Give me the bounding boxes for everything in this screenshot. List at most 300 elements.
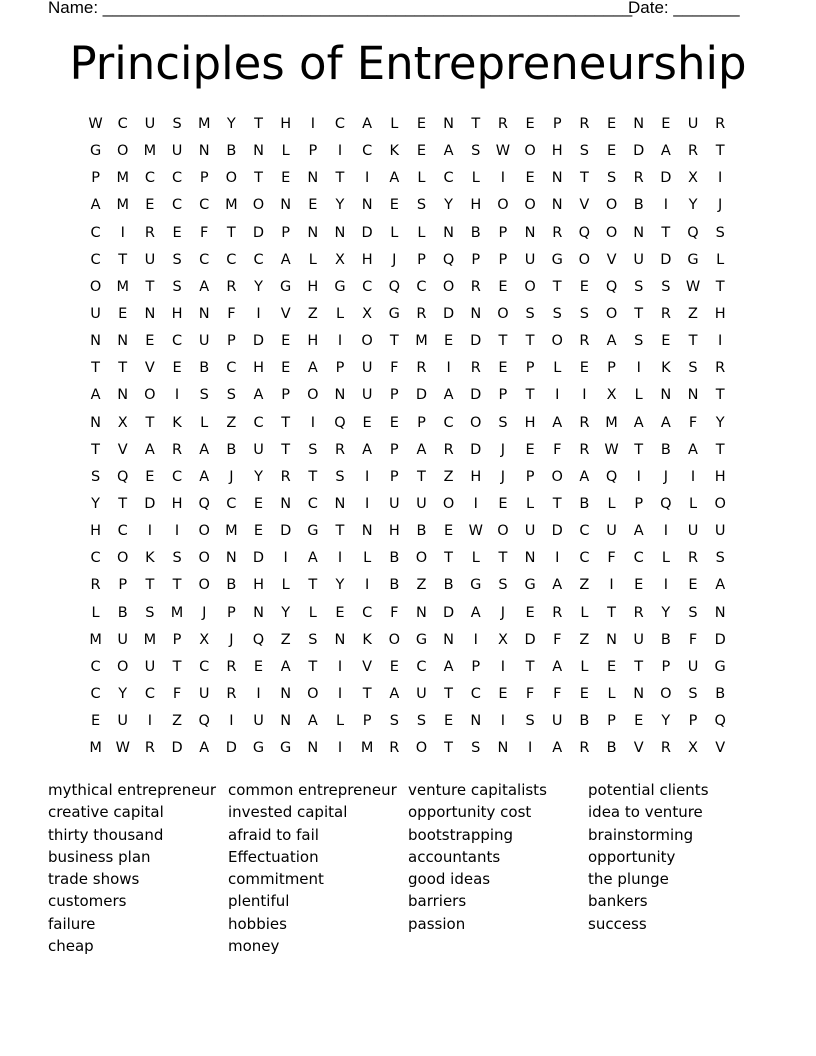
grid-letter: S — [199, 387, 209, 404]
grid-letter: E — [281, 333, 291, 350]
grid-letter: B — [660, 631, 671, 648]
grid-letter: I — [527, 740, 533, 757]
grid-letter: P — [226, 333, 236, 350]
grid-letter: M — [143, 143, 157, 160]
grid-letter: N — [361, 523, 373, 540]
word-list-item: afraid to fail — [228, 825, 319, 844]
grid-letter: X — [199, 631, 210, 648]
grid-letter: E — [281, 170, 291, 187]
grid-letter: V — [144, 360, 155, 377]
grid-letter: H — [253, 360, 264, 377]
word-list-column — [228, 779, 408, 957]
grid-letter: C — [117, 116, 128, 132]
grid-letter: C — [443, 414, 454, 431]
grid-letter: E — [444, 713, 454, 730]
grid-letter: P — [417, 251, 426, 268]
grid-row — [82, 684, 734, 711]
word-list-column — [48, 779, 228, 957]
grid-letter: Q — [605, 468, 618, 485]
grid-letter: R — [280, 468, 291, 485]
grid-letter: O — [117, 658, 129, 675]
grid-letter: E — [416, 116, 427, 132]
grid-letter: S — [416, 197, 427, 214]
grid-letter: J — [229, 631, 234, 648]
grid-letter: E — [498, 360, 508, 377]
grid-letter: I — [365, 170, 370, 187]
grid-letter: A — [579, 468, 590, 485]
grid-letter: V — [633, 740, 644, 757]
word-list-item: Effectuation — [228, 847, 319, 866]
grid-letter: V — [117, 441, 128, 458]
grid-letter: U — [90, 305, 101, 322]
grid-letter: E — [498, 685, 508, 702]
grid-letter: A — [633, 523, 644, 540]
grid-letter: N — [443, 116, 455, 132]
grid-letter: H — [90, 523, 102, 540]
grid-letter: L — [471, 550, 480, 567]
grid-letter: Y — [254, 278, 263, 295]
page-title: Principles of Entrepreneurship — [69, 37, 747, 90]
grid-letter: T — [254, 170, 263, 187]
grid-letter: T — [226, 224, 236, 241]
grid-letter: U — [687, 523, 699, 540]
grid-letter: P — [172, 631, 182, 648]
grid-letter: P — [661, 658, 671, 675]
grid-letter: P — [634, 495, 644, 512]
grid-letter: E — [253, 523, 264, 540]
grid-letter: U — [606, 523, 617, 540]
grid-letter: Q — [714, 713, 726, 730]
grid-letter: I — [663, 523, 668, 540]
grid-letter: O — [524, 197, 536, 214]
grid-letter: C — [171, 468, 183, 485]
grid-letter: E — [253, 658, 264, 675]
grid-letter: A — [633, 414, 644, 431]
grid-letter: T — [145, 414, 155, 431]
grid-row — [82, 603, 734, 630]
grid-letter: C — [199, 658, 210, 675]
grid-letter: O — [415, 740, 428, 757]
grid-letter: O — [442, 278, 455, 295]
grid-letter: N — [334, 631, 346, 648]
grid-row — [82, 358, 734, 385]
grid-letter: Y — [444, 197, 454, 214]
grid-letter: T — [91, 360, 100, 377]
grid-letter: U — [198, 685, 210, 702]
grid-letter: Y — [254, 468, 263, 485]
grid-letter: P — [226, 604, 236, 621]
grid-letter: T — [715, 143, 725, 160]
grid-letter: T — [172, 658, 182, 675]
grid-letter: D — [524, 631, 536, 648]
grid-letter: B — [117, 604, 128, 621]
grid-letter: B — [470, 224, 481, 241]
grid-letter: U — [633, 631, 645, 648]
word-list-item: cheap — [48, 937, 94, 956]
grid-letter: C — [362, 278, 373, 295]
grid-letter: Z — [688, 305, 698, 322]
grid-letter: J — [229, 468, 234, 485]
grid-letter: N — [307, 170, 319, 187]
grid-letter: E — [416, 143, 427, 160]
grid-letter: S — [688, 360, 698, 377]
grid-letter: N — [198, 305, 210, 322]
grid-letter: O — [551, 333, 563, 350]
grid-letter: N — [551, 170, 563, 187]
grid-letter: I — [609, 577, 614, 594]
grid-letter: E — [253, 495, 264, 512]
grid-letter: D — [470, 441, 482, 458]
grid-letter: F — [172, 685, 182, 702]
word-list-item: the plunge — [588, 870, 669, 889]
grid-letter: C — [144, 170, 155, 187]
grid-letter: I — [663, 197, 668, 214]
grid-letter: L — [308, 604, 317, 621]
grid-letter: U — [361, 387, 373, 404]
grid-row — [82, 385, 734, 412]
grid-letter: N — [198, 143, 210, 160]
grid-letter: P — [417, 414, 426, 431]
grid-letter: F — [200, 224, 209, 241]
grid-letter: B — [606, 740, 617, 757]
grid-letter: N — [606, 631, 617, 648]
grid-letter: E — [145, 197, 155, 214]
grid-letter: T — [145, 278, 155, 295]
grid-letter: P — [362, 713, 372, 730]
grid-letter: C — [362, 143, 373, 160]
grid-letter: S — [145, 604, 155, 621]
grid-letter: D — [361, 224, 373, 241]
grid-letter: C — [416, 658, 427, 675]
name-field-label: Name: ________________________________________________________ — [48, 0, 633, 17]
grid-letter: H — [361, 251, 373, 268]
grid-letter: A — [199, 441, 210, 458]
grid-letter: M — [360, 740, 374, 757]
grid-letter: B — [579, 495, 590, 512]
grid-letter: R — [579, 116, 590, 132]
grid-letter: T — [308, 577, 318, 594]
grid-letter: U — [416, 495, 427, 512]
grid-letter: U — [524, 251, 536, 268]
grid-letter: R — [715, 116, 726, 132]
grid-letter: T — [525, 658, 535, 675]
grid-letter: L — [526, 495, 535, 512]
grid-letter: P — [118, 577, 128, 594]
grid-letter: L — [390, 224, 399, 241]
grid-letter: K — [172, 414, 182, 431]
grid-letter: K — [389, 143, 400, 160]
grid-letter: S — [226, 387, 236, 404]
grid-letter: T — [607, 604, 616, 621]
grid-letter: U — [171, 143, 183, 160]
word-list-item: hobbies — [228, 914, 287, 933]
grid-letter: R — [416, 305, 427, 322]
grid-letter: F — [390, 360, 399, 377]
grid-letter: R — [144, 224, 155, 241]
word-list-item: opportunity — [588, 847, 676, 866]
grid-letter: I — [365, 468, 370, 485]
grid-letter: B — [633, 197, 644, 214]
grid-letter: W — [495, 143, 511, 160]
grid-row — [82, 494, 734, 521]
grid-letter: D — [551, 523, 563, 540]
grid-letter: A — [199, 278, 210, 295]
grid-letter: F — [525, 685, 535, 702]
grid-letter: W — [88, 116, 103, 132]
grid-letter: L — [661, 550, 670, 567]
grid-letter: D — [144, 495, 156, 512]
grid-letter: V — [606, 251, 617, 268]
grid-letter: N — [334, 224, 346, 241]
grid-letter: U — [714, 523, 726, 540]
grid-letter: I — [174, 387, 180, 404]
grid-letter: N — [524, 224, 536, 241]
grid-letter: M — [225, 197, 238, 214]
grid-letter: S — [634, 333, 644, 350]
grid-letter: N — [334, 495, 346, 512]
grid-letter: E — [389, 197, 399, 214]
grid-letter: T — [254, 116, 263, 132]
grid-letter: N — [253, 604, 264, 621]
grid-letter: E — [362, 414, 372, 431]
grid-letter: S — [688, 604, 698, 621]
grid-letter: A — [253, 387, 264, 404]
grid-letter: A — [362, 441, 373, 458]
grid-letter: L — [634, 387, 643, 404]
grid-letter: E — [172, 360, 182, 377]
grid-letter: D — [252, 550, 265, 567]
grid-letter: H — [470, 197, 482, 214]
grid-letter: T — [335, 523, 345, 540]
grid-letter: P — [498, 251, 508, 268]
grid-row — [82, 195, 734, 222]
grid-letter: N — [416, 604, 427, 621]
grid-letter: I — [337, 143, 343, 160]
grid-letter: E — [525, 604, 535, 621]
grid-row — [82, 413, 734, 440]
grid-letter: T — [634, 658, 644, 675]
grid-letter: X — [362, 305, 373, 322]
grid-letter: L — [363, 550, 372, 567]
grid-letter: N — [280, 197, 292, 214]
grid-letter: I — [365, 577, 370, 594]
grid-letter: R — [389, 740, 400, 757]
grid-letter: O — [660, 685, 672, 702]
grid-letter: R — [579, 333, 590, 350]
grid-row — [82, 331, 734, 358]
word-list-item: common entrepreneur — [228, 781, 397, 799]
grid-letter: L — [91, 604, 100, 621]
grid-letter: B — [579, 713, 590, 730]
grid-letter: T — [444, 550, 454, 567]
word-list-item: plentiful — [228, 892, 290, 911]
grid-letter: P — [498, 224, 508, 241]
grid-letter: S — [335, 468, 345, 485]
grid-letter: A — [552, 740, 563, 757]
grid-letter: H — [307, 333, 319, 350]
grid-letter: R — [226, 658, 237, 675]
grid-letter: E — [688, 577, 698, 594]
grid-letter: L — [281, 143, 290, 160]
grid-letter: H — [551, 143, 563, 160]
grid-letter: J — [202, 604, 207, 621]
grid-letter: N — [144, 305, 156, 322]
grid-letter: C — [90, 658, 101, 675]
grid-letter: P — [607, 360, 616, 377]
grid-letter: V — [715, 740, 726, 757]
grid-letter: B — [389, 550, 400, 567]
grid-letter: N — [90, 333, 101, 350]
grid-letter: R — [172, 441, 183, 458]
grid-letter: A — [307, 713, 318, 730]
grid-letter: F — [390, 604, 399, 621]
grid-letter: A — [416, 441, 427, 458]
grid-letter: R — [470, 278, 481, 295]
grid-letter: M — [415, 333, 428, 350]
grid-letter: B — [226, 441, 237, 458]
grid-row — [82, 304, 734, 331]
grid-letter: L — [335, 713, 345, 730]
grid-letter: G — [307, 523, 319, 540]
grid-letter: D — [252, 224, 265, 241]
word-list-item: failure — [48, 914, 96, 933]
grid-letter: E — [498, 278, 508, 295]
date-field-label: Date: _______ — [628, 0, 740, 17]
grid-letter: C — [253, 414, 264, 431]
grid-letter: J — [500, 468, 506, 485]
grid-letter: T — [552, 495, 562, 512]
grid-letter: U — [551, 713, 563, 730]
grid-letter: E — [172, 224, 182, 241]
grid-letter: T — [552, 278, 562, 295]
grid-letter: M — [197, 116, 211, 132]
grid-row — [82, 114, 734, 141]
grid-letter: E — [90, 713, 101, 730]
grid-letter: A — [552, 577, 563, 594]
grid-letter: Y — [688, 197, 698, 214]
grid-letter: T — [688, 333, 698, 350]
grid-letter: S — [715, 224, 725, 241]
grid-letter: L — [471, 170, 480, 187]
grid-letter: S — [606, 170, 617, 187]
grid-letter: V — [362, 658, 373, 675]
grid-letter: Z — [579, 631, 590, 648]
grid-letter: A — [715, 577, 726, 594]
grid-letter: X — [606, 387, 617, 404]
grid-letter: Z — [226, 414, 237, 431]
grid-letter: R — [334, 441, 346, 458]
grid-letter: O — [605, 197, 618, 214]
grid-letter: B — [660, 441, 671, 458]
grid-letter: Q — [388, 278, 400, 295]
grid-letter: S — [498, 414, 508, 431]
grid-letter: X — [688, 740, 698, 757]
grid-letter: O — [117, 143, 129, 160]
grid-letter: V — [579, 197, 590, 214]
grid-letter: R — [144, 740, 155, 757]
grid-letter: G — [524, 577, 536, 594]
grid-letter: R — [660, 305, 671, 322]
word-list-item: trade shows — [48, 870, 140, 889]
grid-letter: H — [714, 468, 726, 485]
grid-letter: L — [417, 170, 426, 187]
grid-letter: S — [172, 116, 182, 132]
grid-letter: N — [225, 550, 237, 567]
grid-letter: M — [116, 170, 129, 187]
grid-letter: A — [552, 658, 563, 675]
grid-letter: N — [334, 387, 346, 404]
grid-letter: P — [389, 387, 399, 404]
grid-letter: L — [417, 224, 426, 241]
grid-letter: I — [446, 360, 451, 377]
grid-letter: Q — [198, 495, 210, 512]
grid-letter: T — [308, 658, 318, 675]
word-list-item: venture capitalists — [408, 781, 547, 799]
grid-letter: C — [253, 251, 264, 268]
word-list-item: success — [588, 914, 647, 933]
grid-letter: L — [308, 251, 317, 268]
grid-letter: T — [118, 360, 128, 377]
grid-letter: M — [89, 740, 102, 757]
grid-letter: O — [361, 333, 373, 350]
grid-letter: R — [443, 441, 454, 458]
grid-letter: C — [443, 170, 454, 187]
grid-letter: U — [361, 360, 373, 377]
grid-letter: C — [226, 495, 237, 512]
grid-letter: O — [524, 278, 536, 295]
grid-letter: E — [308, 197, 318, 214]
grid-letter: S — [634, 278, 644, 295]
grid-letter: A — [443, 658, 454, 675]
grid-letter: N — [90, 414, 101, 431]
grid-letter: E — [661, 333, 671, 350]
grid-letter: E — [525, 116, 535, 132]
grid-letter: G — [714, 658, 726, 675]
grid-letter: N — [280, 685, 292, 702]
grid-letter: S — [308, 441, 318, 458]
grid-letter: U — [198, 333, 210, 350]
grid-letter: R — [90, 577, 101, 594]
grid-letter: G — [89, 143, 102, 160]
grid-letter: I — [310, 414, 315, 431]
grid-letter: O — [198, 577, 210, 594]
grid-letter: I — [147, 713, 153, 730]
grid-letter: X — [497, 631, 508, 648]
grid-letter: S — [90, 468, 101, 485]
grid-letter: R — [470, 360, 481, 377]
grid-letter: C — [226, 251, 237, 268]
grid-letter: R — [552, 604, 563, 621]
grid-letter: Q — [252, 631, 265, 648]
grid-letter: Y — [661, 604, 671, 621]
grid-letter: D — [470, 387, 482, 404]
grid-letter: I — [555, 550, 560, 567]
grid-letter: C — [226, 360, 237, 377]
grid-letter: N — [361, 197, 373, 214]
grid-letter: N — [253, 143, 264, 160]
grid-letter: R — [579, 414, 590, 431]
grid-letter: T — [362, 685, 372, 702]
grid-letter: P — [471, 658, 481, 675]
grid-letter: I — [718, 333, 723, 350]
grid-letter: A — [362, 116, 373, 132]
grid-letter: M — [225, 523, 238, 540]
grid-letter: T — [308, 468, 318, 485]
grid-letter: O — [307, 387, 319, 404]
grid-letter: G — [388, 305, 400, 322]
grid-letter: E — [525, 170, 535, 187]
grid-letter: T — [525, 387, 535, 404]
